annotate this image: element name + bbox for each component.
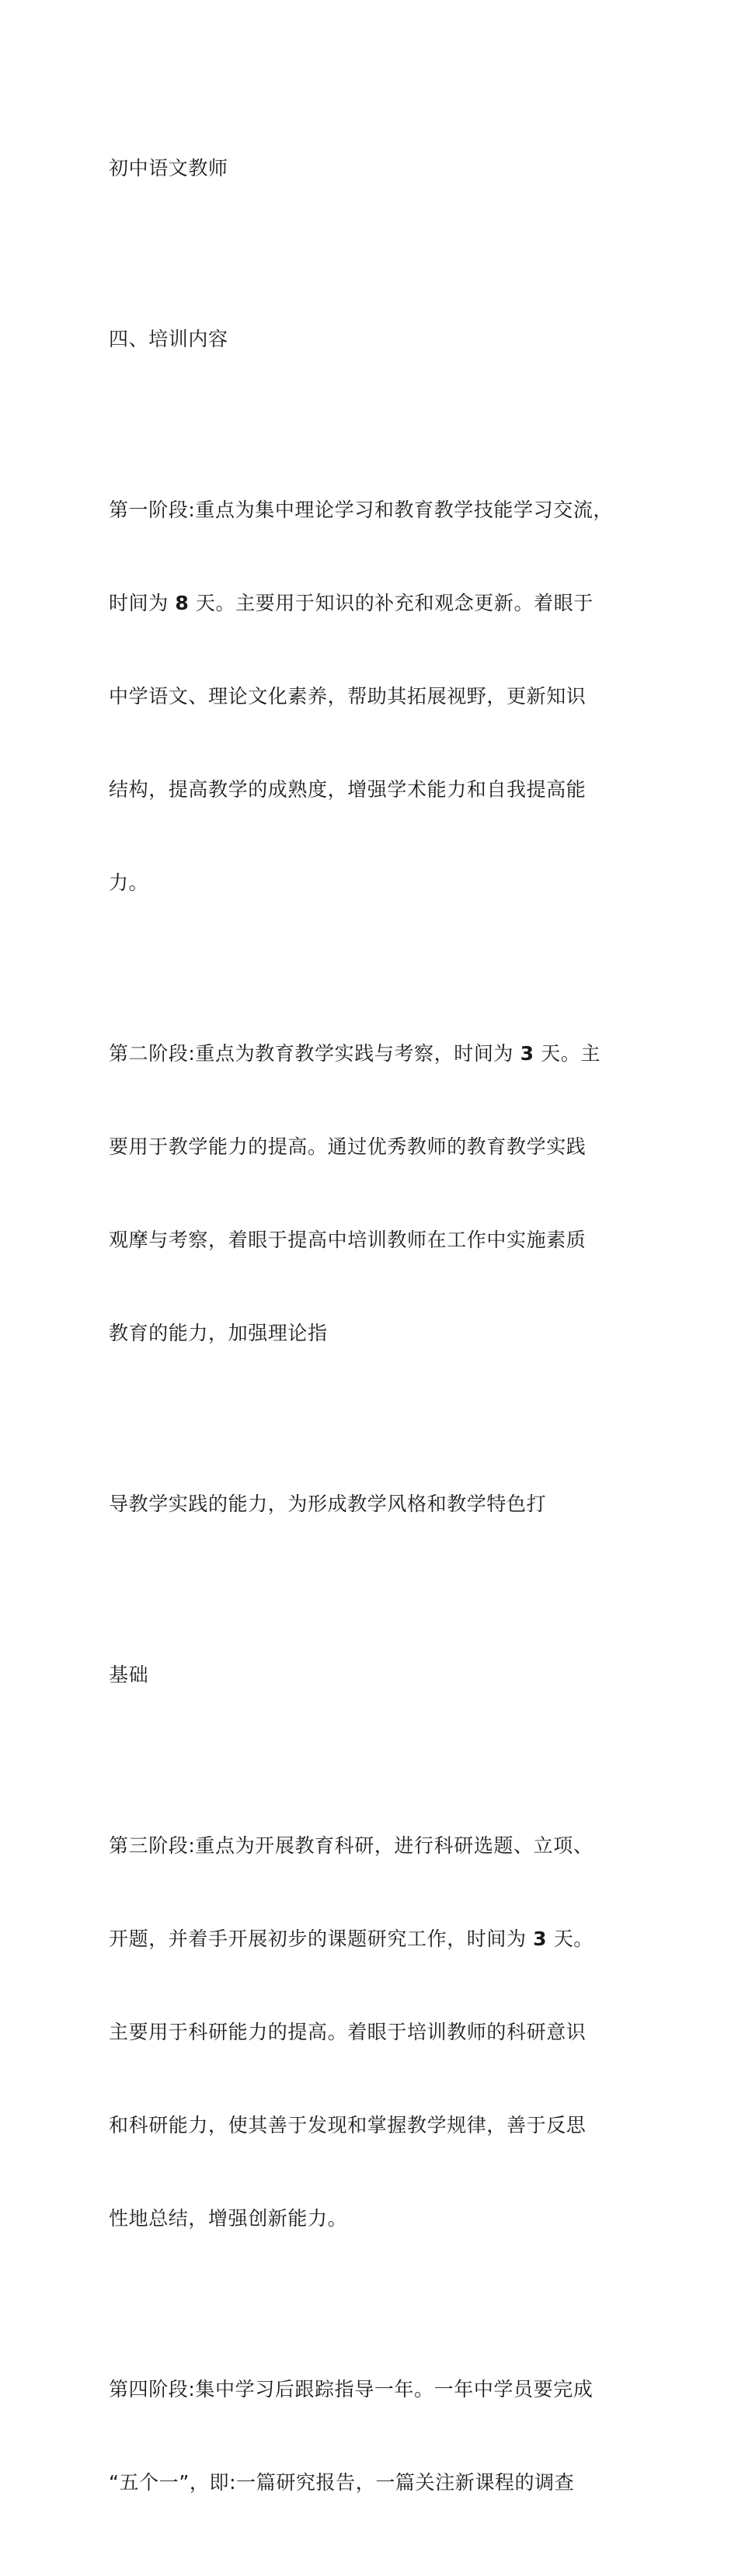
stage-4-line-1: 第四阶段:集中学习后跟踪指导一年。一年中学员要完成 [109, 2378, 594, 2400]
audience-text: 初中语文教师 [109, 157, 228, 179]
stage-1-line-2 [109, 588, 637, 619]
stage-1-days: 8 [175, 592, 190, 614]
stage-2-line-1-start: 第二阶段:重点为教育教学实践与考察，时间为 [109, 1042, 520, 1065]
stage-2-end-text: 基础 [109, 1663, 149, 1686]
stage-3-line-3: 主要用于科研能力的提高。着眼于培训教师的科研意识 [109, 2021, 587, 2043]
stage-3-line-2 [109, 1924, 637, 1955]
audience-line [109, 91, 637, 246]
stage-1-paragraph [109, 433, 637, 961]
stage-1-line-3: 中学语文、理论文化素养，帮助其拓展视野，更新知识 [109, 685, 587, 707]
stage-2-paragraph [109, 976, 637, 1411]
stage-3-line-2-end: 天。 [547, 1928, 594, 1950]
stage-3-line-4: 和科研能力，使其善于发现和掌握教学规律，善于反思 [109, 2114, 587, 2136]
stage-3-paragraph [109, 1768, 637, 2296]
stage-4-paragraph [109, 2312, 637, 2560]
stage-1-line-2-start: 时间为 [109, 592, 176, 614]
stage-2-continuation-text: 导教学实践的能力，为形成教学风格和教学特色打 [109, 1493, 547, 1515]
stage-2-line-1-end: 天。主 [534, 1042, 600, 1065]
stage-1-line-1: 第一阶段:重点为集中理论学习和教育教学技能学习交流， [109, 499, 614, 521]
stage-2-line-4: 教育的能力，加强理论指 [109, 1322, 328, 1344]
stage-1-line-5: 力。 [109, 871, 149, 894]
document-page [109, 91, 637, 2576]
stage-4-line-2: “五个一”，即:一篇研究报告，一篇关注新课程的调查 [109, 2471, 575, 2494]
stage-2-line-3: 观摩与考察，着眼于提高中培训教师在工作中实施素质 [109, 1229, 587, 1251]
stage-3-line-1: 第三阶段:重点为开展教育科研，进行科研选题、立项、 [109, 1834, 594, 1857]
stage-2-days: 3 [520, 1042, 534, 1065]
stage-2-continuation [109, 1427, 637, 1582]
stage-3-line-2-start: 开题，并着手开展初步的课题研究工作，时间为 [109, 1928, 534, 1950]
stage-1-line-4: 结构，提高教学的成熟度，增强学术能力和自我提高能 [109, 778, 587, 801]
stage-2-end [109, 1597, 637, 1753]
section-heading [109, 262, 637, 417]
section-heading-text: 四、培训内容 [109, 328, 228, 350]
stage-1-line-2-end: 天。主要用于知识的补充和观念更新。着眼于 [189, 592, 594, 614]
stage-3-days: 3 [533, 1928, 548, 1950]
stage-2-line-2: 要用于教学能力的提高。通过优秀教师的教育教学实践 [109, 1135, 587, 1158]
stage-3-line-5: 性地总结，增强创新能力。 [109, 2207, 348, 2230]
stage-2-line-1 [109, 1038, 637, 1069]
